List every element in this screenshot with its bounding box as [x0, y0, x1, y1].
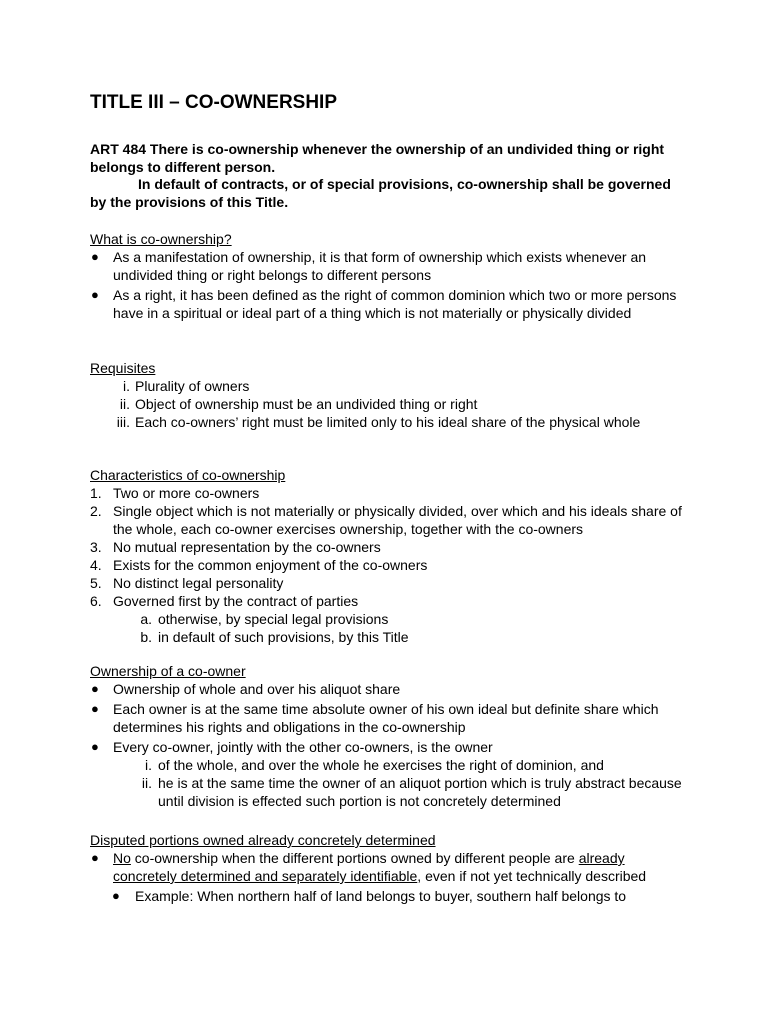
section-ownership — [90, 662, 690, 810]
section-requisites — [90, 359, 690, 431]
list-item: ii. Object of ownership must be an undivided thing or right — [119, 396, 478, 412]
section-heading: Characteristics of co-ownership — [90, 467, 286, 483]
section-heading: What is co-ownership? — [90, 231, 232, 247]
bullet-icon: ● — [91, 249, 99, 264]
list-item: 1. Two or more co-owners — [90, 485, 260, 501]
list-subitem: b. in default of such provisions, by this Title — [140, 629, 409, 645]
section-what-is — [90, 230, 690, 322]
list-subitem: ● Example: When northern half of land belongs to buyer, southern half belongs to — [112, 888, 627, 904]
section-heading: Ownership of a co-owner — [90, 663, 246, 679]
article-484 — [90, 141, 690, 211]
list-subitem: ii. he is at the same time the owner of an aliquot portion which is truly abstract because until division is effected such portion is not concretely determined — [141, 775, 682, 809]
article-paragraph-1: ART 484 There is co-ownership whenever the ownership of an undivided thing or right belongs to different person. — [90, 141, 665, 175]
section-heading: Disputed portions owned already concretely determined — [90, 832, 436, 848]
section-disputed — [90, 831, 690, 905]
bullet-icon: ● — [112, 888, 120, 903]
list-subitem: i. of the whole, and over the whole he exercises the right of dominion, and — [145, 757, 604, 773]
list-subitem: a. otherwise, by special legal provisions — [140, 611, 389, 627]
list-item: 3. No mutual representation by the co-owners — [90, 539, 381, 555]
bullet-icon: ● — [91, 287, 99, 302]
list-item: ● As a right, it has been defined as the right of common dominion which two or more persons have in a spiritual or ideal part of a thing which is not materially or physically divided — [91, 287, 677, 321]
list-item: 4. Exists for the common enjoyment of the co-owners — [90, 557, 428, 573]
list-item: iii. Each co-owners’ right must be limited only to his ideal share of the physical whole — [116, 414, 641, 430]
list-item: ● No co-ownership when the different portions owned by different people are already concretely determined and separately identifiable, even if not yet technically described — [91, 850, 647, 884]
bullet-icon: ● — [91, 850, 99, 865]
list-item: 2. Single object which is not materially or physically divided, over which and his ideals share of the whole, each co-owner exercises ownership, together with the co-owners — [90, 503, 682, 537]
article-paragraph-2: In default of contracts, or of special provisions, co-ownership shall be governed by the provisions of this Title. — [90, 176, 671, 210]
list-item: 5. No distinct legal personality — [90, 575, 284, 591]
bullet-icon: ● — [91, 681, 99, 696]
bullet-icon: ● — [91, 701, 99, 716]
list-item: ● Each owner is at the same time absolute owner of his own ideal but definite share which determines his rights and obligations in the co-ownership — [91, 701, 659, 735]
list-item: ● Ownership of whole and over his aliquot share — [91, 681, 401, 697]
list-item: ● Every co-owner, jointly with the other co-owners, is the owner — [91, 739, 493, 755]
list-item: ● As a manifestation of ownership, it is that form of ownership which exists whenever an undivided thing or right belongs to different persons — [91, 249, 647, 283]
section-heading: Requisites — [90, 360, 156, 376]
bullet-icon: ● — [91, 739, 99, 754]
list-item: 6. Governed first by the contract of parties — [90, 593, 359, 609]
section-characteristics — [90, 466, 690, 646]
list-item: i. Plurality of owners — [123, 378, 250, 394]
page-title: TITLE III – CO-OWNERSHIP — [90, 92, 338, 113]
